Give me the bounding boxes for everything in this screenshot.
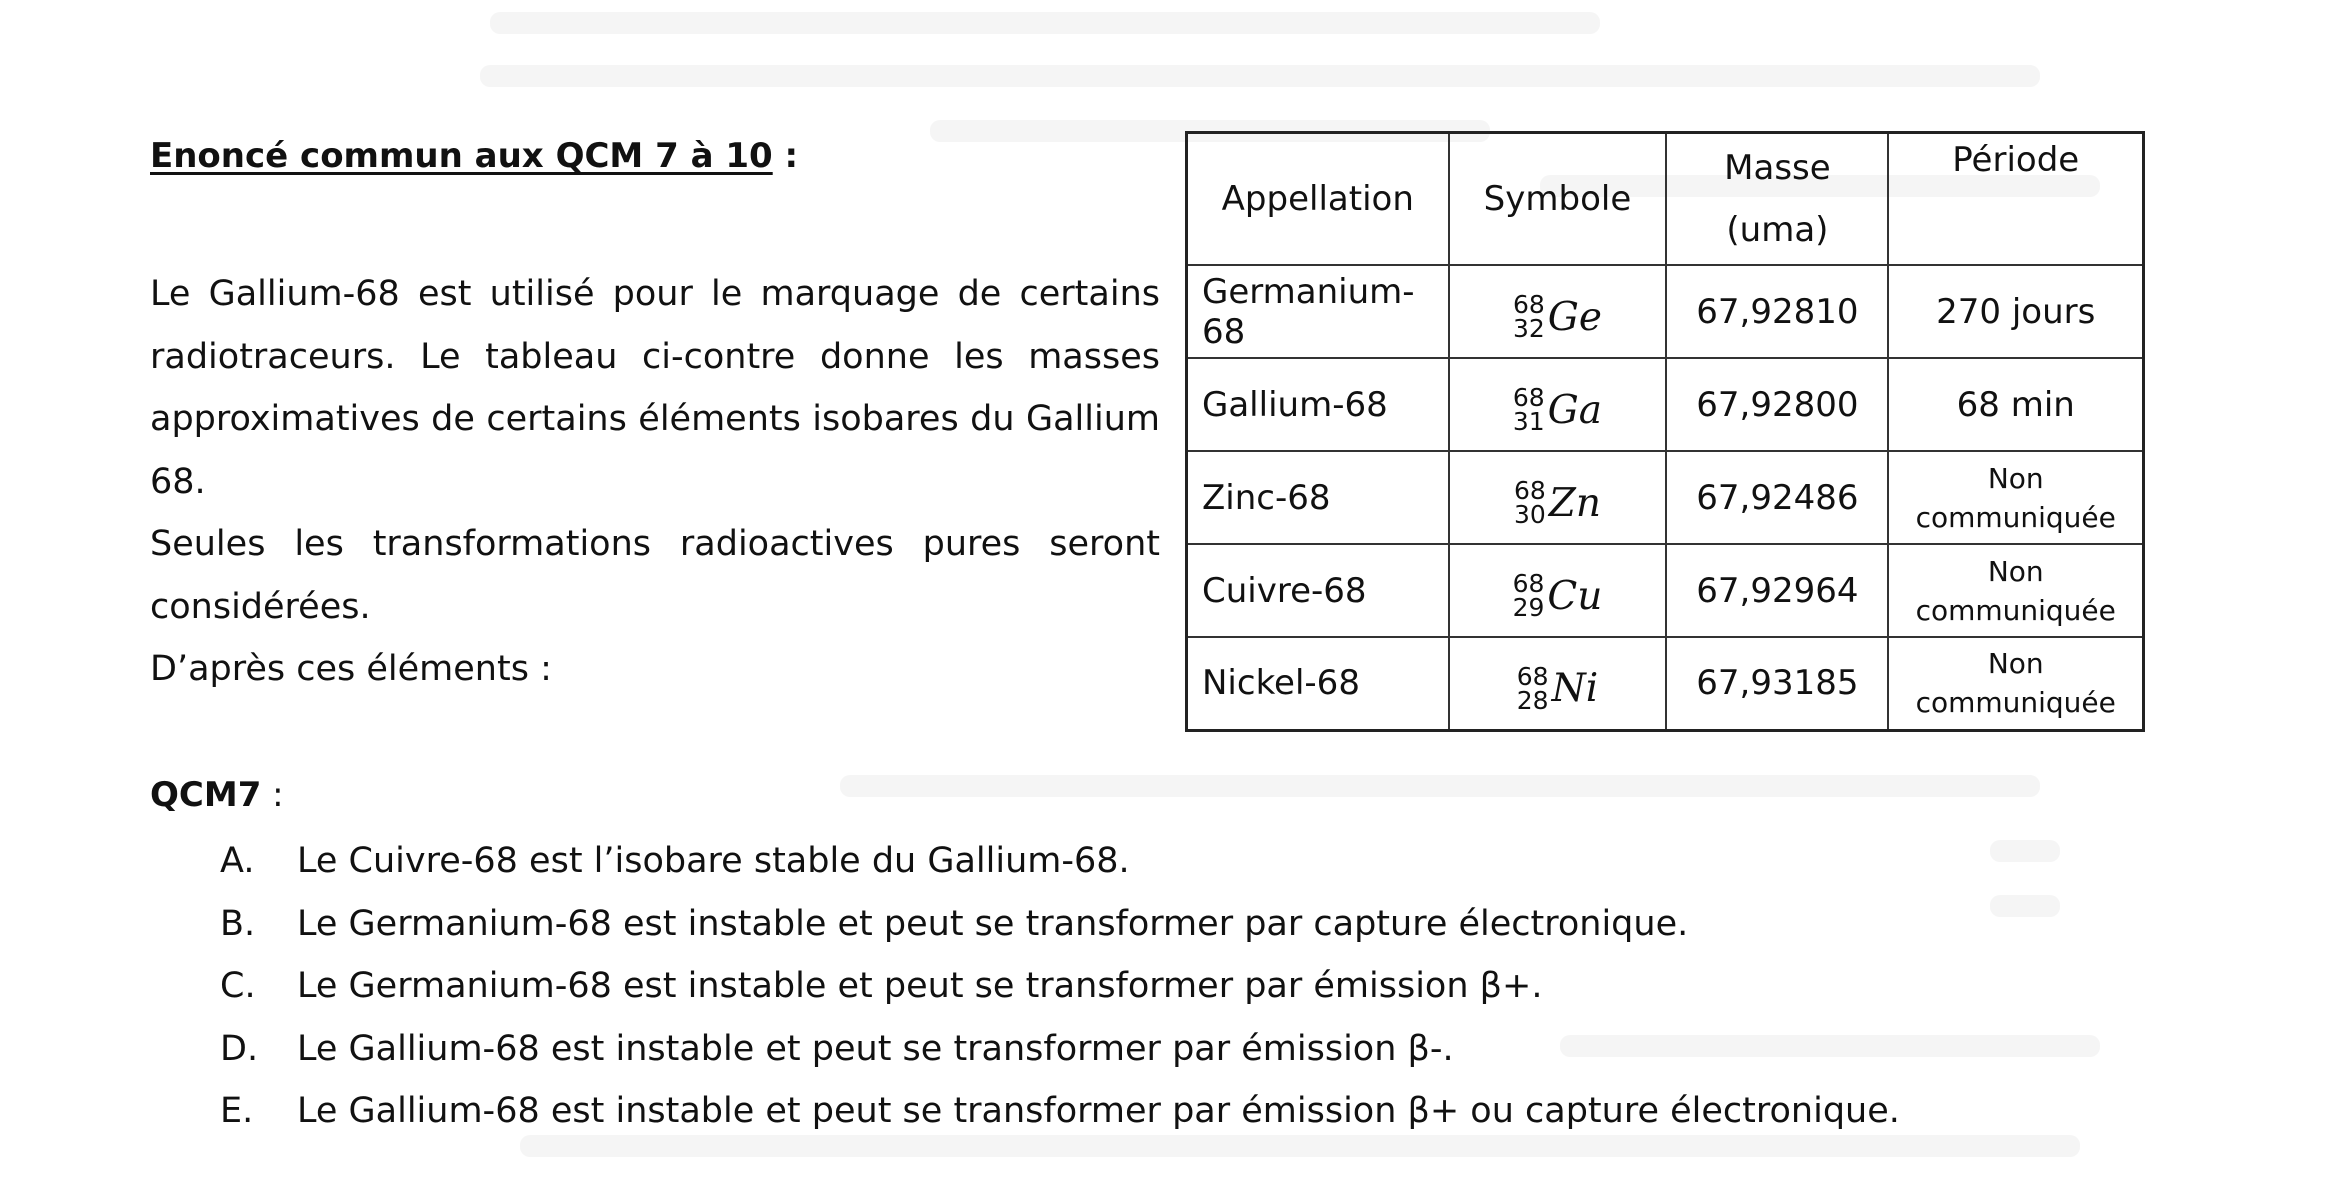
- cell-periode: [1888, 265, 2143, 358]
- cell-appellation: Cuivre-68: [1187, 544, 1449, 637]
- qcm-colon: :: [261, 775, 284, 815]
- option-letter: B.: [220, 903, 256, 944]
- header-masse-line1: Masse: [1724, 148, 1831, 188]
- option-text: Le Germanium-68 est instable et peut se transformer par émission β+.: [297, 966, 1543, 1006]
- mass-number: 68: [1512, 290, 1545, 319]
- mass-number: 68: [1512, 383, 1545, 412]
- option-letter: A.: [220, 841, 255, 881]
- table-header-row: [1187, 133, 2144, 266]
- cell-symbole: [1449, 544, 1667, 637]
- atomic-number: 28: [1516, 685, 1549, 715]
- cell-periode: [1888, 544, 2143, 637]
- option-text: Le Germanium-68 est instable et peut se transformer par capture électronique.: [297, 903, 1689, 944]
- qcm-title: QCM7: [150, 775, 262, 815]
- element-symbol: Cu: [1547, 573, 1603, 619]
- cell-appellation: Nickel-68: [1187, 637, 1449, 730]
- nuclide-notation: [1512, 290, 1602, 343]
- element-symbol: Ni: [1551, 666, 1599, 712]
- element-symbol: Ga: [1547, 387, 1603, 433]
- cell-appellation: Zinc-68: [1187, 451, 1449, 544]
- mass-number: 68: [1516, 661, 1549, 691]
- header-masse-line2: (uma): [1726, 210, 1829, 250]
- header-masse: [1666, 133, 1888, 266]
- option-letter: C.: [220, 966, 256, 1006]
- periode-line1: 270 jours: [1936, 291, 2096, 332]
- heading-colon: :: [772, 136, 799, 176]
- header-appellation: Appellation: [1187, 133, 1449, 266]
- table-row: [1187, 637, 2144, 730]
- element-symbol: Ge: [1547, 294, 1602, 340]
- option-letter: E.: [220, 1091, 254, 1131]
- cell-periode: [1888, 358, 2143, 451]
- periode-line1: Non: [1987, 461, 2044, 495]
- intro-paragraph: [150, 263, 1160, 701]
- table-row: [1187, 451, 2144, 544]
- mass-number: 68: [1512, 569, 1545, 598]
- cell-symbole: [1449, 637, 1667, 730]
- cell-appellation: Germanium-68: [1187, 265, 1449, 358]
- cell-periode: [1888, 637, 2143, 730]
- heading-text: Enoncé commun aux QCM 7 à 10: [150, 136, 773, 176]
- table-row: [1187, 544, 2144, 637]
- option-text: Le Gallium-68 est instable et peut se transformer par émission β+ ou capture électronique.: [297, 1091, 1900, 1131]
- table-row: [1187, 358, 2144, 451]
- cell-masse: 67,92810: [1666, 265, 1888, 358]
- intro-sentence-3: D’après ces éléments :: [150, 649, 552, 689]
- answer-option: [220, 893, 1900, 956]
- cell-masse: 67,93185: [1666, 637, 1888, 730]
- intro-sentence-1: Le Gallium-68 est utilisé pour le marquage de certains radiotraceurs. Le tableau ci-contre donne les masses approximatives de certains éléments isobares du Gallium 68.: [150, 274, 1160, 502]
- atomic-number: 31: [1512, 407, 1545, 436]
- periode-line1: Non: [1987, 647, 2044, 681]
- atomic-number: 29: [1512, 593, 1545, 622]
- cell-masse: 67,92964: [1666, 544, 1888, 637]
- cell-periode: [1888, 451, 2143, 544]
- answer-option: [220, 955, 1900, 1018]
- periode-line1: Non: [1987, 554, 2044, 588]
- option-letter: D.: [220, 1028, 259, 1069]
- periode-line2: communiquée: [1915, 593, 2116, 627]
- answer-option: [220, 1018, 1900, 1081]
- answer-options: [220, 830, 1900, 1143]
- periode-line2: communiquée: [1915, 686, 2116, 720]
- nuclide-notation: [1512, 383, 1603, 436]
- cell-symbole: [1449, 265, 1667, 358]
- isobars-table: [1185, 131, 2145, 732]
- header-periode: Période: [1888, 133, 2143, 266]
- header-symbole: Symbole: [1449, 133, 1667, 266]
- cell-appellation: Gallium-68: [1187, 358, 1449, 451]
- element-symbol: Zn: [1548, 480, 1601, 526]
- qcm-label: [150, 775, 284, 815]
- atomic-number: 32: [1512, 314, 1545, 343]
- answer-option: [220, 1080, 1900, 1143]
- mass-number: 68: [1513, 476, 1546, 505]
- intro-sentence-2: Seules les transformations radioactives pures seront considérées.: [150, 524, 1160, 627]
- periode-line2: communiquée: [1915, 500, 2116, 534]
- table-row: [1187, 265, 2144, 358]
- option-text: Le Gallium-68 est instable et peut se transformer par émission β-.: [297, 1028, 1454, 1069]
- atomic-number: 30: [1513, 500, 1546, 529]
- cell-symbole: [1449, 451, 1667, 544]
- cell-masse: 67,92486: [1666, 451, 1888, 544]
- common-statement-heading: [150, 136, 798, 176]
- cell-masse: 67,92800: [1666, 358, 1888, 451]
- cell-symbole: [1449, 358, 1667, 451]
- periode-line1: 68 min: [1956, 384, 2075, 425]
- nuclide-notation: [1512, 569, 1603, 622]
- nuclide-notation: [1513, 476, 1601, 529]
- answer-option: [220, 830, 1900, 893]
- nuclide-notation: [1516, 661, 1599, 715]
- option-text: Le Cuivre-68 est l’isobare stable du Gallium-68.: [297, 841, 1130, 881]
